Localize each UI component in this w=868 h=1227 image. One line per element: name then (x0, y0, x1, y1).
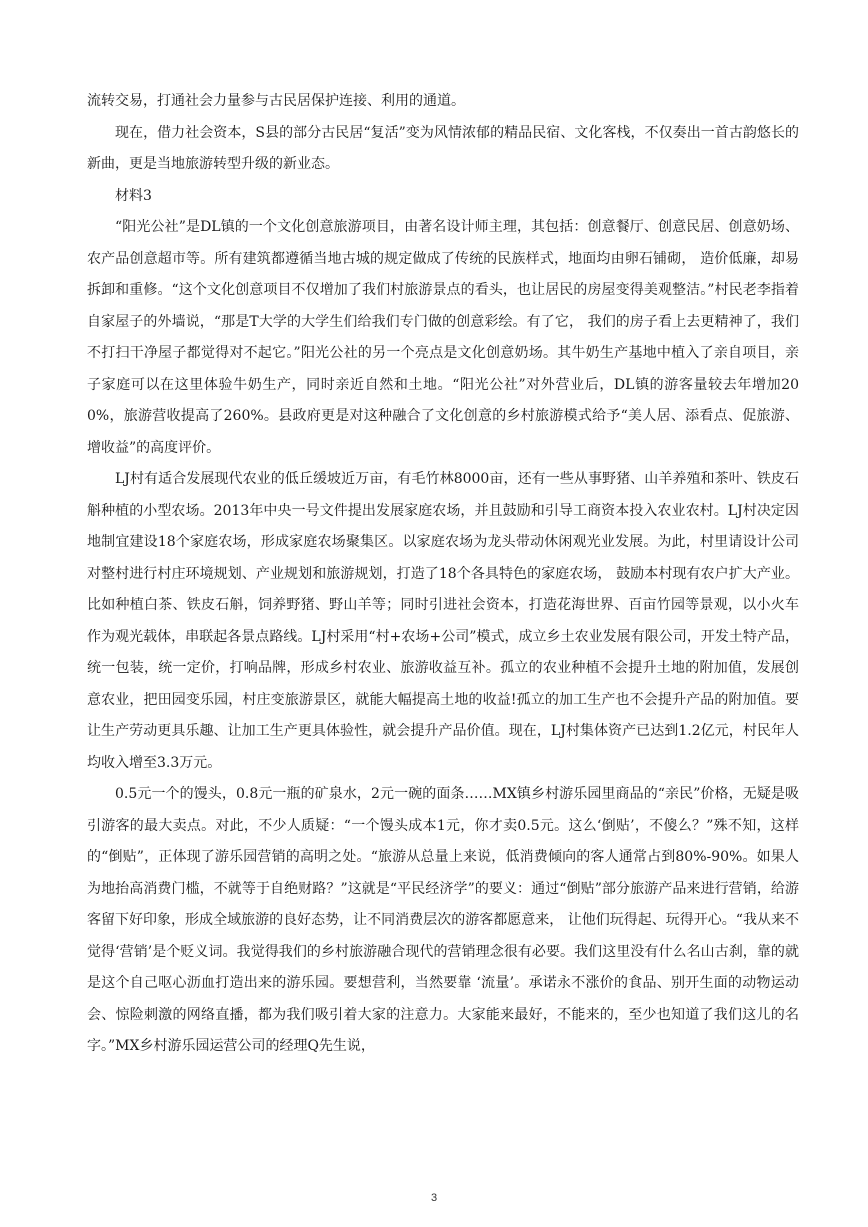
paragraph-lj-village: LJ村有适合发展现代农业的低丘缓坡近万亩，有毛竹林8000亩，还有一些从事野猪、山羊养殖和茶叶、铁皮石斛种植的小型农场。2013年中央一号文件提出发展家庭农场，并且鼓励和引导工商资本投入农业农村。LJ村决定因地制宜建设18个家庭农场，形成家庭农场聚集区。以家庭农场为龙头带动休闲观光业发展。为此，村里请设计公司对整村进行村庄环境规划、产业规划和旅游规划，打造了18个各具特色的家庭农场， 鼓励本村现有农户扩大产业。比如种植白茶、铁皮石斛，饲养野猪、野山羊等；同时引进社会资本，打造花海世界、百亩竹园等景观，以小火车作为观光载体，串联起各景点路线。LJ村采用“村+农场+公司”模式，成立乡土农业发展有限公司，开发土特产品，统一包装，统一定价，打响品牌，形成乡村农业、旅游收益互补。孤立的农业种植不会提升土地的附加值，发展创意农业，把田园变乐园，村庄变旅游景区，就能大幅提高土地的收益!孤立的加工生产也不会提升产品的附加值。要让生产劳动更具乐趣、让加工生产更具体验性，就会提升产品价值。现在，LJ村集体资产已达到1.2亿元，村民年人均收入增至3.3万元。 (87, 471, 799, 771)
paragraph-mx-town: 0.5元一个的馒头，0.8元一瓶的矿泉水，2元一碗的面条……MX镇乡村游乐园里商品的“亲民”价格，无疑是吸引游客的最大卖点。对此，不少人质疑：“一个馒头成本1元，你才卖0.5元。这么‘倒贴’，不傻么？”殊不知，这样的“倒贴”，正体现了游乐园营销的高明之处。“旅游从总量上来说，低消费倾向的客人通常占到80%-90%。如果人为地抬高消费门槛，不就等于自绝财路？”这就是“平民经济学”的要义：通过“倒贴”部分旅游产品来进行营销，给游客留下好印象，形成全域旅游的良好态势，让不同消费层次的游客都愿意来， 让他们玩得起、玩得开心。“我从来不觉得‘营销’是个贬义词。我觉得我们的乡村旅游融合现代的营销理念很有必要。我们这里没有什么名山古刹，靠的就是这个自己呕心沥血打造出来的游乐园。要想营利，当然要靠 ‘流量’。承诺永不涨价的食品、别开生面的动物运动会、惊险刺激的网络直播，都为我们吸引着大家的注意力。大家能来最好，不能来的，至少也知道了我们这儿的名字。”MX乡村游乐园运营公司的经理Q先生说， (87, 786, 799, 1054)
document-body (87, 86, 799, 1063)
paragraph-1: 流转交易，打通社会力量参与古民居保护连接、利用的通道。 (87, 93, 465, 109)
section-heading-material-3: 材料3 (115, 187, 152, 204)
page-number: 3 (430, 1192, 438, 1204)
paragraph-sunshine-commune: “阳光公社”是DL镇的一个文化创意旅游项目，由著名设计师主理，其包括：创意餐厅、创意民居、创意奶场、农产品创意超市等。所有建筑都遵循当地古城的规定做成了传统的民族样式，地面均由卵石铺砌， 造价低廉，却易拆卸和重修。“这个文化创意项目不仅增加了我们村旅游景点的看头，也让居民的房屋变得美观整洁。”村民老李指着自家屋子的外墙说，“那是T大学的大学生们给我们专门做的创意彩绘。有了它， 我们的房子看上去更精神了，我们不打扫干净屋子都觉得对不起它。”阳光公社的另一个亮点是文化创意奶场。其牛奶生产基地中植入了亲自项目，亲子家庭可以在这里体验牛奶生产，同时亲近自然和土地。“阳光公社”对外营业后，DL镇的游客量较去年增加200%，旅游营收提高了260%。县政府更是对这种融合了文化创意的乡村旅游模式给予“美人居、添看点、促旅游、增收益”的高度评价。 (87, 219, 799, 456)
paragraph-2: 现在，借力社会资本，S县的部分古民居“复活”变为风情浓郁的精品民宿、文化客栈，不仅奏出一首古韵悠长的新曲，更是当地旅游转型升级的新业态。 (87, 124, 799, 172)
